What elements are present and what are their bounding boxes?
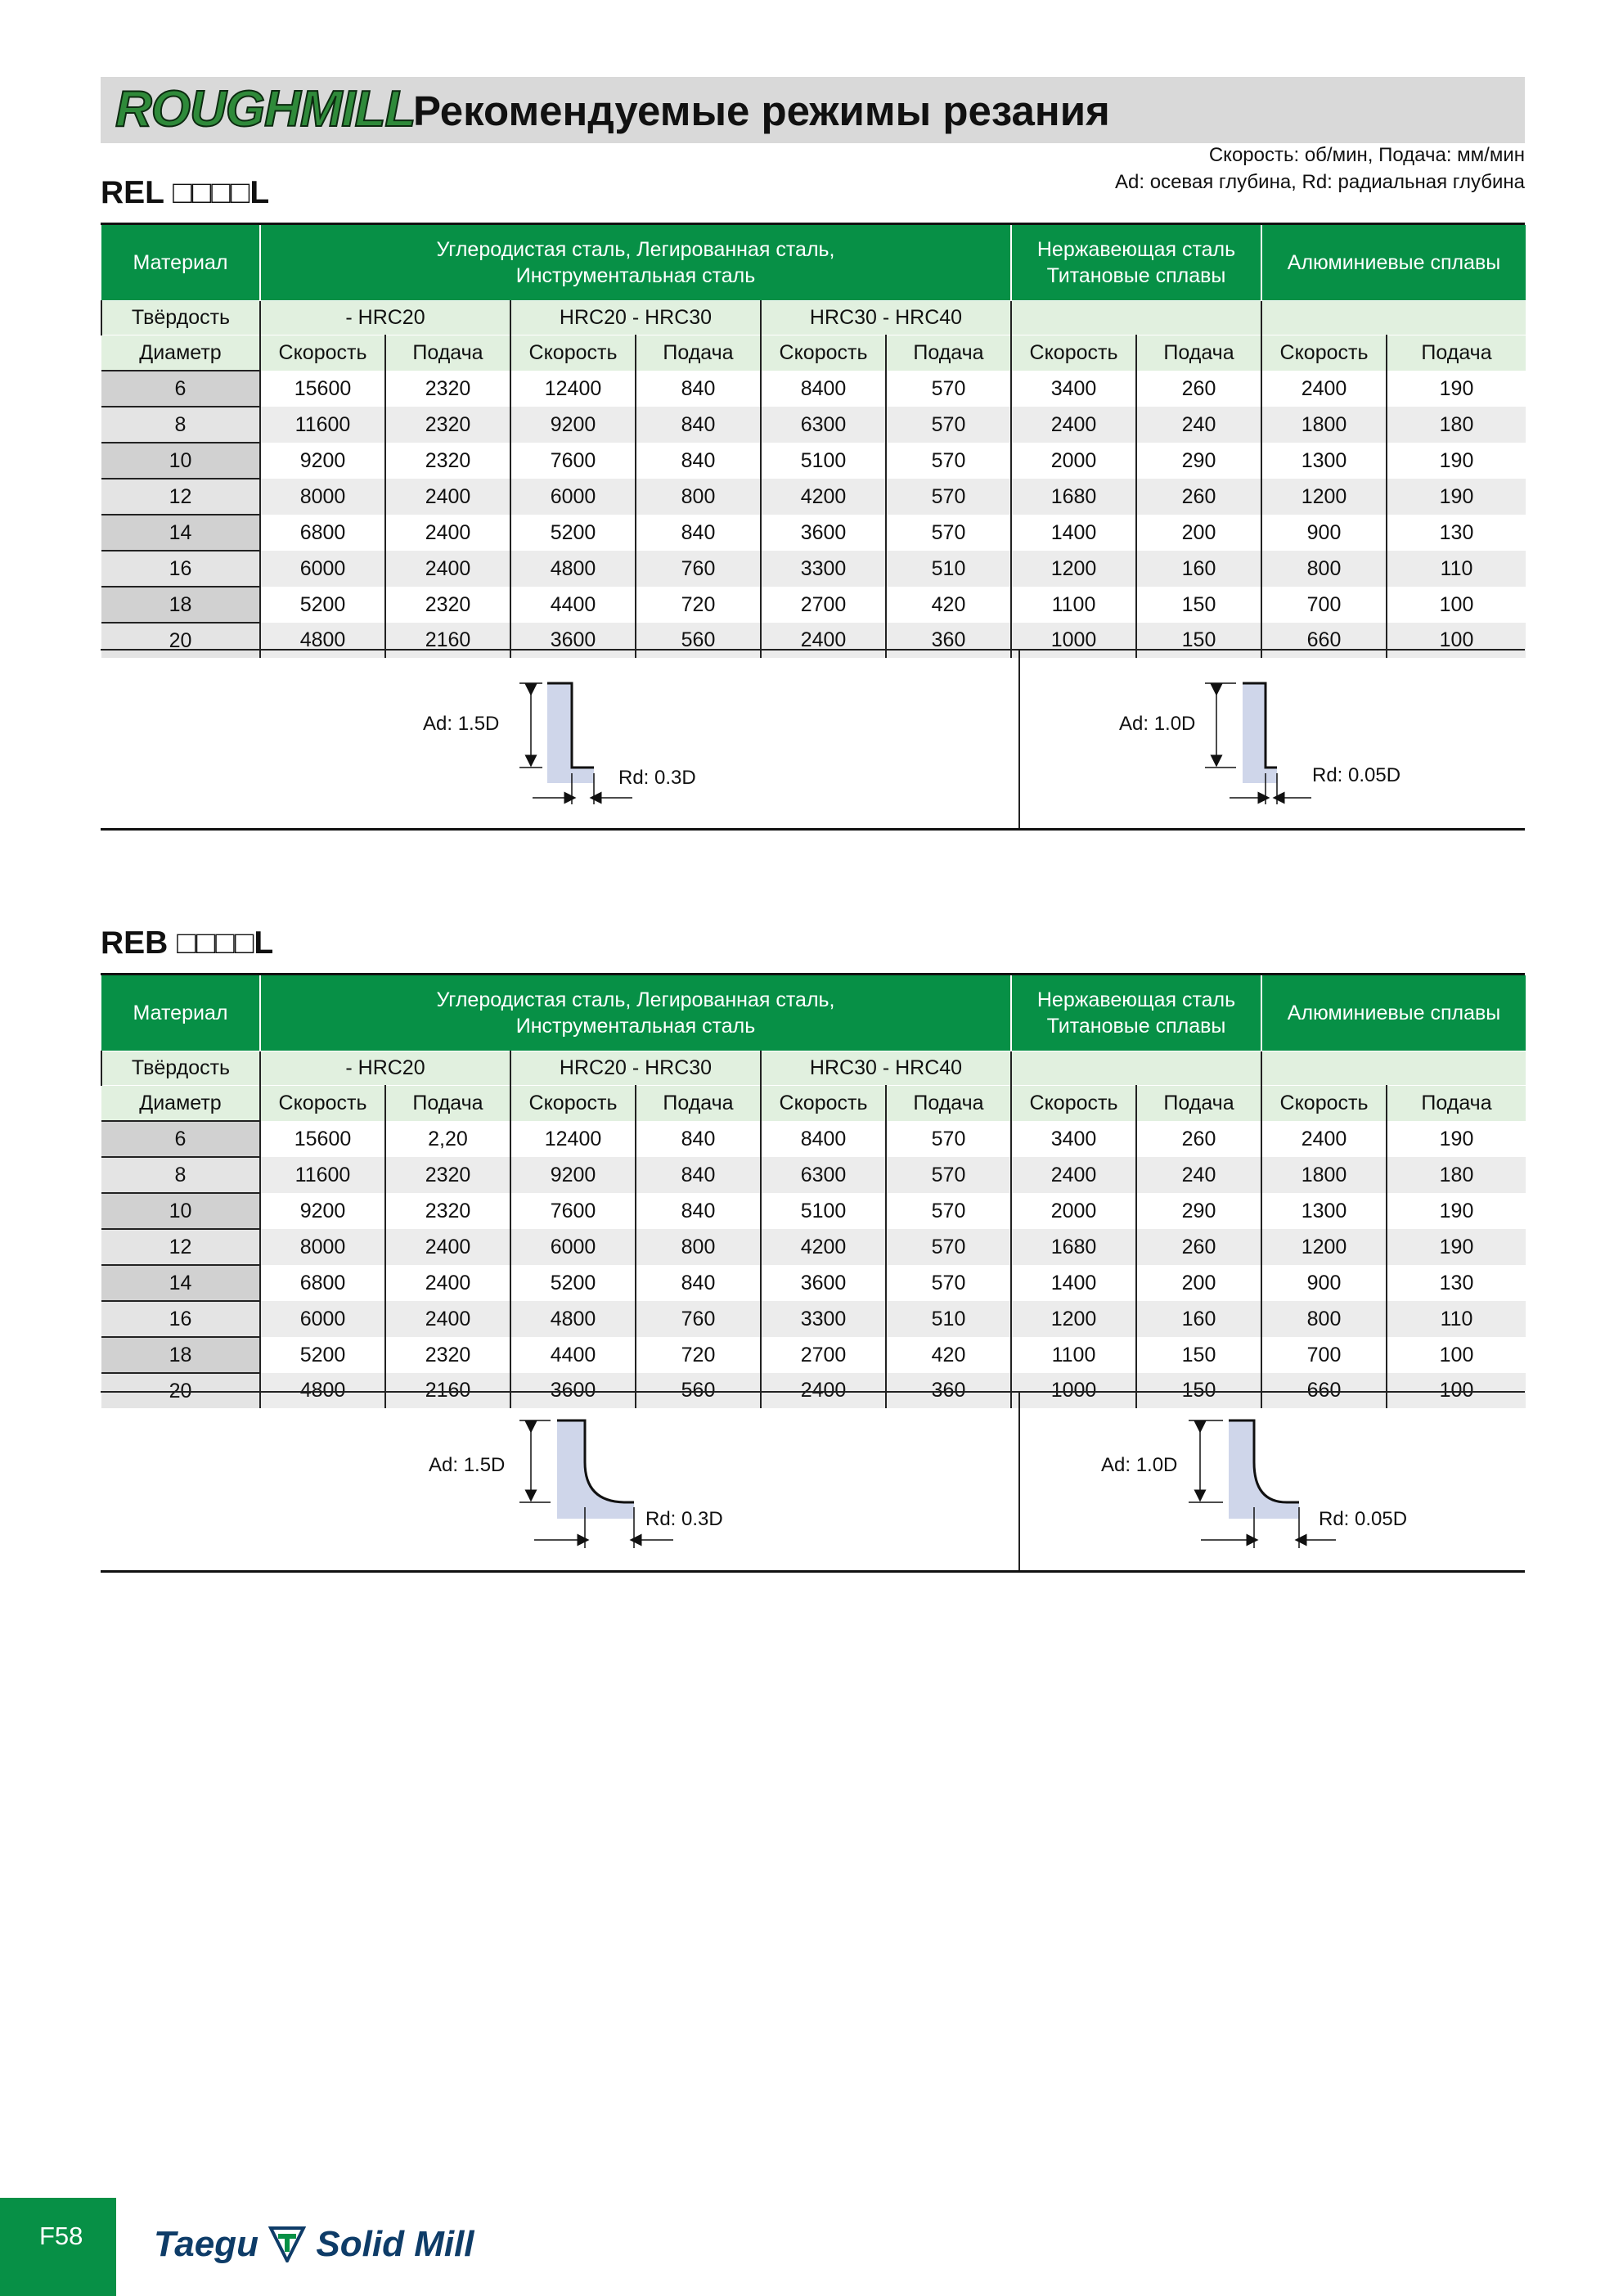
feed-cell: 100	[1387, 1373, 1526, 1408]
radial-depth-label: Rd: 0.05D	[1319, 1508, 1408, 1530]
diameter-cell: 14	[101, 1265, 260, 1301]
table-row	[101, 1337, 1526, 1373]
feed-cell: 160	[1136, 1301, 1261, 1337]
column-header-feed: Подача	[385, 335, 510, 371]
feed-cell: 150	[1136, 587, 1261, 623]
hardness-range: - HRC20	[260, 1051, 510, 1086]
depth-diagram-panel-reb	[101, 1391, 1525, 1573]
column-header-feed: Подача	[385, 1086, 510, 1122]
speed-cell: 2700	[761, 1337, 886, 1373]
feed-cell: 290	[1136, 443, 1261, 479]
feed-cell: 720	[636, 1337, 761, 1373]
diameter-cell: 20	[101, 1373, 260, 1408]
feed-cell: 760	[636, 1301, 761, 1337]
feed-cell: 100	[1387, 587, 1526, 623]
hardness-range: HRC30 - HRC40	[761, 301, 1011, 335]
feed-cell: 840	[636, 515, 761, 551]
speed-cell: 1200	[1011, 551, 1136, 587]
feed-cell: 360	[886, 1373, 1011, 1408]
speed-cell: 4200	[761, 479, 886, 515]
speed-cell: 1300	[1261, 1193, 1387, 1229]
feed-cell: 840	[636, 1121, 761, 1157]
column-header-speed: Скорость	[510, 335, 636, 371]
diameter-cell: 14	[101, 515, 260, 551]
speed-cell: 6000	[260, 551, 385, 587]
table-row	[101, 1265, 1526, 1301]
speed-cell: 1200	[1011, 1301, 1136, 1337]
feed-cell: 260	[1136, 1121, 1261, 1157]
speed-cell: 8400	[761, 1121, 886, 1157]
speed-cell: 8000	[260, 1229, 385, 1265]
speed-cell: 15600	[260, 371, 385, 407]
feed-cell: 570	[886, 1229, 1011, 1265]
table-body	[101, 1121, 1526, 1408]
column-header-speed: Скорость	[260, 1086, 385, 1122]
speed-cell: 12400	[510, 371, 636, 407]
speed-cell: 7600	[510, 443, 636, 479]
feed-cell: 190	[1387, 371, 1526, 407]
speed-cell: 2000	[1011, 443, 1136, 479]
speed-cell: 2400	[761, 623, 886, 658]
speed-cell: 6300	[761, 407, 886, 443]
speed-cell: 15600	[260, 1121, 385, 1157]
feed-cell: 150	[1136, 1373, 1261, 1408]
feed-cell: 570	[886, 1121, 1011, 1157]
feed-cell: 130	[1387, 515, 1526, 551]
speed-cell: 9200	[510, 1157, 636, 1193]
square-shoulder-diagram	[101, 651, 1525, 828]
speed-cell: 1200	[1261, 479, 1387, 515]
hardness-label: Твёрдость	[101, 1051, 260, 1086]
feed-cell: 840	[636, 407, 761, 443]
feed-cell: 570	[886, 479, 1011, 515]
feed-cell: 570	[886, 515, 1011, 551]
column-header-speed: Скорость	[1011, 1086, 1136, 1122]
speed-cell: 2400	[1261, 1121, 1387, 1157]
speed-cell: 1800	[1261, 407, 1387, 443]
axial-depth-label: Ad: 1.0D	[1119, 713, 1196, 735]
speed-cell: 5200	[510, 1265, 636, 1301]
feed-cell: 840	[636, 1157, 761, 1193]
speed-cell: 900	[1261, 1265, 1387, 1301]
feed-cell: 2,20	[385, 1121, 510, 1157]
table-row	[101, 1193, 1526, 1229]
feed-cell: 2320	[385, 587, 510, 623]
speed-cell: 8000	[260, 479, 385, 515]
depth-diagram-panel-rel	[101, 649, 1525, 831]
speed-cell: 3600	[761, 515, 886, 551]
feed-cell: 360	[886, 623, 1011, 658]
speed-cell: 6000	[510, 479, 636, 515]
hardness-range-empty	[1011, 301, 1261, 335]
diameter-cell: 16	[101, 551, 260, 587]
speed-cell: 4800	[260, 623, 385, 658]
speed-cell: 800	[1261, 1301, 1387, 1337]
feed-cell: 190	[1387, 1121, 1526, 1157]
hardness-range-empty	[1261, 1051, 1526, 1086]
speed-cell: 4400	[510, 587, 636, 623]
feed-cell: 2160	[385, 623, 510, 658]
column-header-feed: Подача	[1387, 1086, 1526, 1122]
diameter-cell: 20	[101, 623, 260, 658]
speed-cell: 3600	[761, 1265, 886, 1301]
feed-cell: 260	[1136, 371, 1261, 407]
feed-cell: 240	[1136, 1157, 1261, 1193]
speed-cell: 9200	[260, 443, 385, 479]
feed-cell: 2320	[385, 1157, 510, 1193]
table-row	[101, 479, 1526, 515]
feed-cell: 180	[1387, 407, 1526, 443]
speed-cell: 5100	[761, 443, 886, 479]
speed-cell: 1000	[1011, 1373, 1136, 1408]
column-header-speed: Скорость	[510, 1086, 636, 1122]
feed-cell: 290	[1136, 1193, 1261, 1229]
table-row	[101, 1157, 1526, 1193]
diameter-cell: 8	[101, 407, 260, 443]
feed-cell: 100	[1387, 623, 1526, 658]
feed-cell: 570	[886, 443, 1011, 479]
speed-cell: 900	[1261, 515, 1387, 551]
speed-cell: 4400	[510, 1337, 636, 1373]
feed-cell: 420	[886, 587, 1011, 623]
feed-cell: 190	[1387, 479, 1526, 515]
column-header-speed: Скорость	[1011, 335, 1136, 371]
speed-cell: 660	[1261, 1373, 1387, 1408]
column-header-feed: Подача	[886, 335, 1011, 371]
speed-cell: 11600	[260, 407, 385, 443]
speed-cell: 800	[1261, 551, 1387, 587]
feed-cell: 840	[636, 1265, 761, 1301]
column-header-speed: Скорость	[761, 335, 886, 371]
feed-cell: 840	[636, 443, 761, 479]
feed-cell: 260	[1136, 1229, 1261, 1265]
speed-cell: 3300	[761, 1301, 886, 1337]
roughmill-logo: ROUGHMILL	[115, 81, 416, 137]
feed-cell: 2400	[385, 1265, 510, 1301]
diameter-cell: 8	[101, 1157, 260, 1193]
speed-cell: 4800	[260, 1373, 385, 1408]
header-material: Материал	[101, 975, 260, 1051]
units-note-speed-feed: Скорость: об/мин, Подача: мм/мин	[1208, 144, 1525, 166]
column-header-feed: Подача	[886, 1086, 1011, 1122]
speed-cell: 2400	[761, 1373, 886, 1408]
feed-cell: 2320	[385, 1337, 510, 1373]
header-steel: Углеродистая сталь, Легированная сталь, Инструментальная сталь	[260, 225, 1011, 301]
feed-cell: 2320	[385, 371, 510, 407]
speed-cell: 3600	[510, 1373, 636, 1408]
feed-cell: 2320	[385, 1193, 510, 1229]
feed-cell: 100	[1387, 1337, 1526, 1373]
speed-cell: 4200	[761, 1229, 886, 1265]
speed-cell: 700	[1261, 1337, 1387, 1373]
speed-cell: 1000	[1011, 623, 1136, 658]
speed-cell: 6800	[260, 515, 385, 551]
feed-cell: 260	[1136, 479, 1261, 515]
speed-cell: 6800	[260, 1265, 385, 1301]
speed-cell: 700	[1261, 587, 1387, 623]
feed-cell: 420	[886, 1337, 1011, 1373]
header-aluminum: Алюминиевые сплавы	[1261, 975, 1526, 1051]
speed-cell: 3600	[510, 623, 636, 658]
column-header-feed: Подача	[1136, 1086, 1261, 1122]
speed-cell: 6000	[260, 1301, 385, 1337]
table-row	[101, 371, 1526, 407]
feed-cell: 2320	[385, 407, 510, 443]
hardness-range: HRC30 - HRC40	[761, 1051, 1011, 1086]
table-body	[101, 371, 1526, 658]
header-stainless: Нержавеющая сталь Титановые сплавы	[1011, 225, 1261, 301]
feed-cell: 2160	[385, 1373, 510, 1408]
feed-cell: 510	[886, 1301, 1011, 1337]
feed-cell: 570	[886, 1157, 1011, 1193]
hardness-range: - HRC20	[260, 301, 510, 335]
cutting-table-rel	[101, 225, 1526, 658]
diameter-cell: 18	[101, 587, 260, 623]
diameter-cell: 12	[101, 1229, 260, 1265]
axial-depth-label: Ad: 1.5D	[423, 713, 500, 735]
speed-cell: 3300	[761, 551, 886, 587]
speed-cell: 1680	[1011, 1229, 1136, 1265]
header-material: Материал	[101, 225, 260, 301]
speed-cell: 1800	[1261, 1157, 1387, 1193]
taegu-t-emblem-icon	[268, 2225, 306, 2262]
feed-cell: 2320	[385, 443, 510, 479]
table-row	[101, 1121, 1526, 1157]
header-steel: Углеродистая сталь, Легированная сталь, Инструментальная сталь	[260, 975, 1011, 1051]
feed-cell: 200	[1136, 1265, 1261, 1301]
speed-cell: 9200	[260, 1193, 385, 1229]
feed-cell: 240	[1136, 407, 1261, 443]
column-header-feed: Подача	[636, 1086, 761, 1122]
diameter-cell: 12	[101, 479, 260, 515]
feed-cell: 720	[636, 587, 761, 623]
speed-cell: 7600	[510, 1193, 636, 1229]
radial-depth-label: Rd: 0.3D	[645, 1508, 723, 1530]
column-header-feed: Подача	[1136, 335, 1261, 371]
hardness-label: Твёрдость	[101, 301, 260, 335]
speed-cell: 1100	[1011, 587, 1136, 623]
feed-cell: 2400	[385, 479, 510, 515]
speed-cell: 6000	[510, 1229, 636, 1265]
speed-cell: 9200	[510, 407, 636, 443]
hardness-range: HRC20 - HRC30	[510, 301, 761, 335]
page-number: F58	[39, 2222, 83, 2250]
diameter-cell: 10	[101, 443, 260, 479]
diameter-cell: 18	[101, 1337, 260, 1373]
feed-cell: 190	[1387, 443, 1526, 479]
speed-cell: 3400	[1011, 371, 1136, 407]
speed-cell: 2700	[761, 587, 886, 623]
header-aluminum: Алюминиевые сплавы	[1261, 225, 1526, 301]
table-row	[101, 1229, 1526, 1265]
speed-cell: 2400	[1011, 407, 1136, 443]
feed-cell: 200	[1136, 515, 1261, 551]
column-header-speed: Скорость	[761, 1086, 886, 1122]
speed-cell: 12400	[510, 1121, 636, 1157]
feed-cell: 2400	[385, 515, 510, 551]
speed-cell: 2400	[1011, 1157, 1136, 1193]
speed-cell: 1300	[1261, 443, 1387, 479]
feed-cell: 190	[1387, 1193, 1526, 1229]
feed-cell: 560	[636, 623, 761, 658]
table-row	[101, 551, 1526, 587]
feed-cell: 570	[886, 1265, 1011, 1301]
feed-cell: 840	[636, 1193, 761, 1229]
speed-cell: 8400	[761, 371, 886, 407]
feed-cell: 800	[636, 479, 761, 515]
speed-cell: 2000	[1011, 1193, 1136, 1229]
feed-cell: 160	[1136, 551, 1261, 587]
table-row	[101, 443, 1526, 479]
taegu-solid-mill-logo: Taegu Solid Mill	[154, 2224, 474, 2264]
speed-cell: 5200	[260, 587, 385, 623]
feed-cell: 840	[636, 371, 761, 407]
speed-cell: 660	[1261, 623, 1387, 658]
diameter-cell: 16	[101, 1301, 260, 1337]
cutting-table-reb	[101, 975, 1526, 1408]
speed-cell: 6300	[761, 1157, 886, 1193]
feed-cell: 510	[886, 551, 1011, 587]
feed-cell: 570	[886, 1193, 1011, 1229]
column-header-diameter: Диаметр	[101, 1086, 260, 1122]
feed-cell: 190	[1387, 1229, 1526, 1265]
table-row	[101, 407, 1526, 443]
speed-cell: 11600	[260, 1157, 385, 1193]
speed-cell: 5200	[510, 515, 636, 551]
column-header-speed: Скорость	[1261, 1086, 1387, 1122]
table-row	[101, 515, 1526, 551]
radial-depth-label: Rd: 0.3D	[618, 767, 696, 789]
feed-cell: 180	[1387, 1157, 1526, 1193]
radial-depth-label: Rd: 0.05D	[1312, 764, 1401, 786]
feed-cell: 570	[886, 371, 1011, 407]
diameter-cell: 6	[101, 371, 260, 407]
header-stainless: Нержавеющая сталь Титановые сплавы	[1011, 975, 1261, 1051]
feed-cell: 2400	[385, 551, 510, 587]
feed-cell: 110	[1387, 551, 1526, 587]
page-title: Рекомендуемые режимы резания	[413, 88, 1110, 134]
speed-cell: 5100	[761, 1193, 886, 1229]
speed-cell: 1680	[1011, 479, 1136, 515]
feed-cell: 150	[1136, 623, 1261, 658]
table-row	[101, 587, 1526, 623]
feed-cell: 150	[1136, 1337, 1261, 1373]
section-title-reb: REB □□□□L	[101, 925, 274, 961]
feed-cell: 570	[886, 407, 1011, 443]
axial-depth-label: Ad: 1.5D	[429, 1454, 506, 1476]
speed-cell: 4800	[510, 1301, 636, 1337]
column-header-speed: Скорость	[260, 335, 385, 371]
units-note-depth: Ad: осевая глубина, Rd: радиальная глубина	[1115, 171, 1525, 193]
feed-cell: 760	[636, 551, 761, 587]
feed-cell: 560	[636, 1373, 761, 1408]
feed-cell: 800	[636, 1229, 761, 1265]
speed-cell: 3400	[1011, 1121, 1136, 1157]
column-header-diameter: Диаметр	[101, 335, 260, 371]
feed-cell: 2400	[385, 1301, 510, 1337]
feed-cell: 110	[1387, 1301, 1526, 1337]
speed-cell: 1100	[1011, 1337, 1136, 1373]
column-header-feed: Подача	[636, 335, 761, 371]
feed-cell: 2400	[385, 1229, 510, 1265]
speed-cell: 5200	[260, 1337, 385, 1373]
section-title-rel: REL □□□□L	[101, 175, 270, 210]
speed-cell: 1400	[1011, 1265, 1136, 1301]
column-header-feed: Подача	[1387, 335, 1526, 371]
table-row	[101, 1301, 1526, 1337]
hardness-range: HRC20 - HRC30	[510, 1051, 761, 1086]
corner-radius-diagram	[101, 1393, 1525, 1570]
diameter-cell: 6	[101, 1121, 260, 1157]
column-header-speed: Скорость	[1261, 335, 1387, 371]
axial-depth-label: Ad: 1.0D	[1101, 1454, 1178, 1476]
diameter-cell: 10	[101, 1193, 260, 1229]
hardness-range-empty	[1011, 1051, 1261, 1086]
speed-cell: 1400	[1011, 515, 1136, 551]
speed-cell: 2400	[1261, 371, 1387, 407]
speed-cell: 1200	[1261, 1229, 1387, 1265]
speed-cell: 4800	[510, 551, 636, 587]
feed-cell: 130	[1387, 1265, 1526, 1301]
hardness-range-empty	[1261, 301, 1526, 335]
